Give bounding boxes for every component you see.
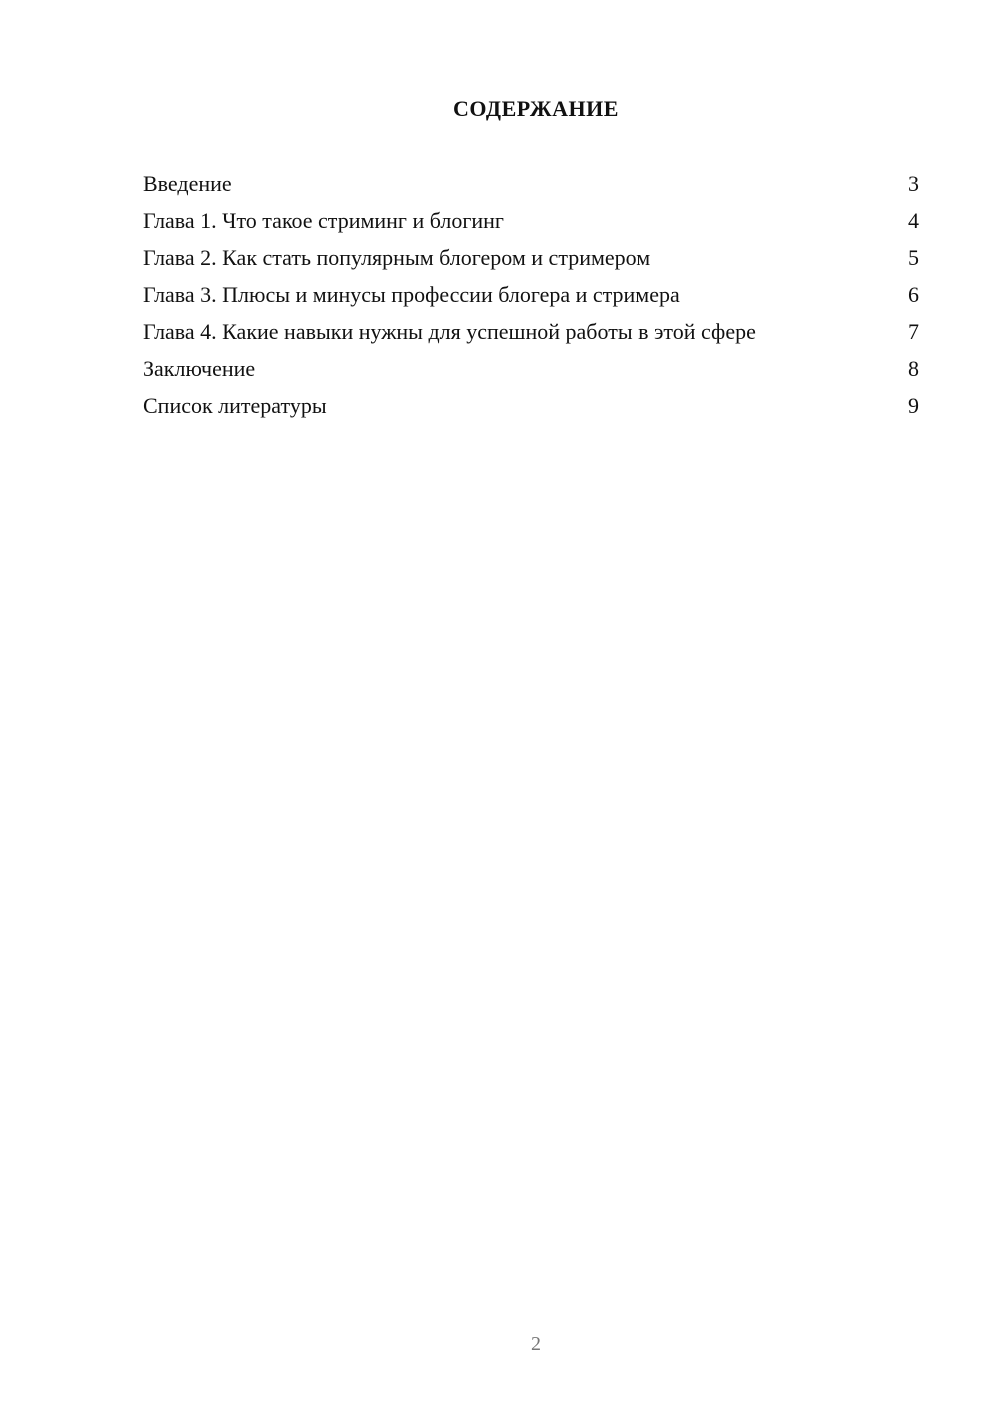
toc-entry-page: 3 <box>908 171 919 196</box>
toc-entry-label: Глава 3. Плюсы и минусы профессии блогера и стримера <box>143 282 680 307</box>
toc-entry-page: 9 <box>908 393 919 418</box>
toc-entry-label: Глава 2. Как стать популярным блогером и стримером <box>143 245 651 270</box>
toc-entry-page: 5 <box>908 245 919 270</box>
toc-entry-label: Глава 4. Какие навыки нужны для успешной работы в этой сфере <box>143 319 756 344</box>
toc-entry-chapter-1 <box>143 207 919 234</box>
toc-entry-label: Глава 1. Что такое стриминг и блогинг <box>143 208 504 233</box>
toc-entry-introduction <box>143 170 919 197</box>
toc-entry-page: 8 <box>908 356 919 381</box>
toc-entry-chapter-4 <box>143 318 919 345</box>
toc-entry-chapter-2 <box>143 244 919 271</box>
toc-entry-label: Заключение <box>143 356 256 381</box>
toc-entry-label: Список литературы <box>143 393 327 418</box>
toc-entry-conclusion <box>143 355 919 382</box>
page-number: 2 <box>531 1333 541 1355</box>
toc-title: СОДЕРЖАНИЕ <box>453 96 619 121</box>
toc-entry-label: Введение <box>143 171 232 196</box>
toc-entry-page: 6 <box>908 282 919 307</box>
toc-entry-chapter-3 <box>143 281 919 308</box>
table-of-contents <box>143 170 919 429</box>
toc-entry-page: 7 <box>908 319 919 344</box>
toc-entry-page: 4 <box>908 208 919 233</box>
toc-entry-references <box>143 392 919 419</box>
